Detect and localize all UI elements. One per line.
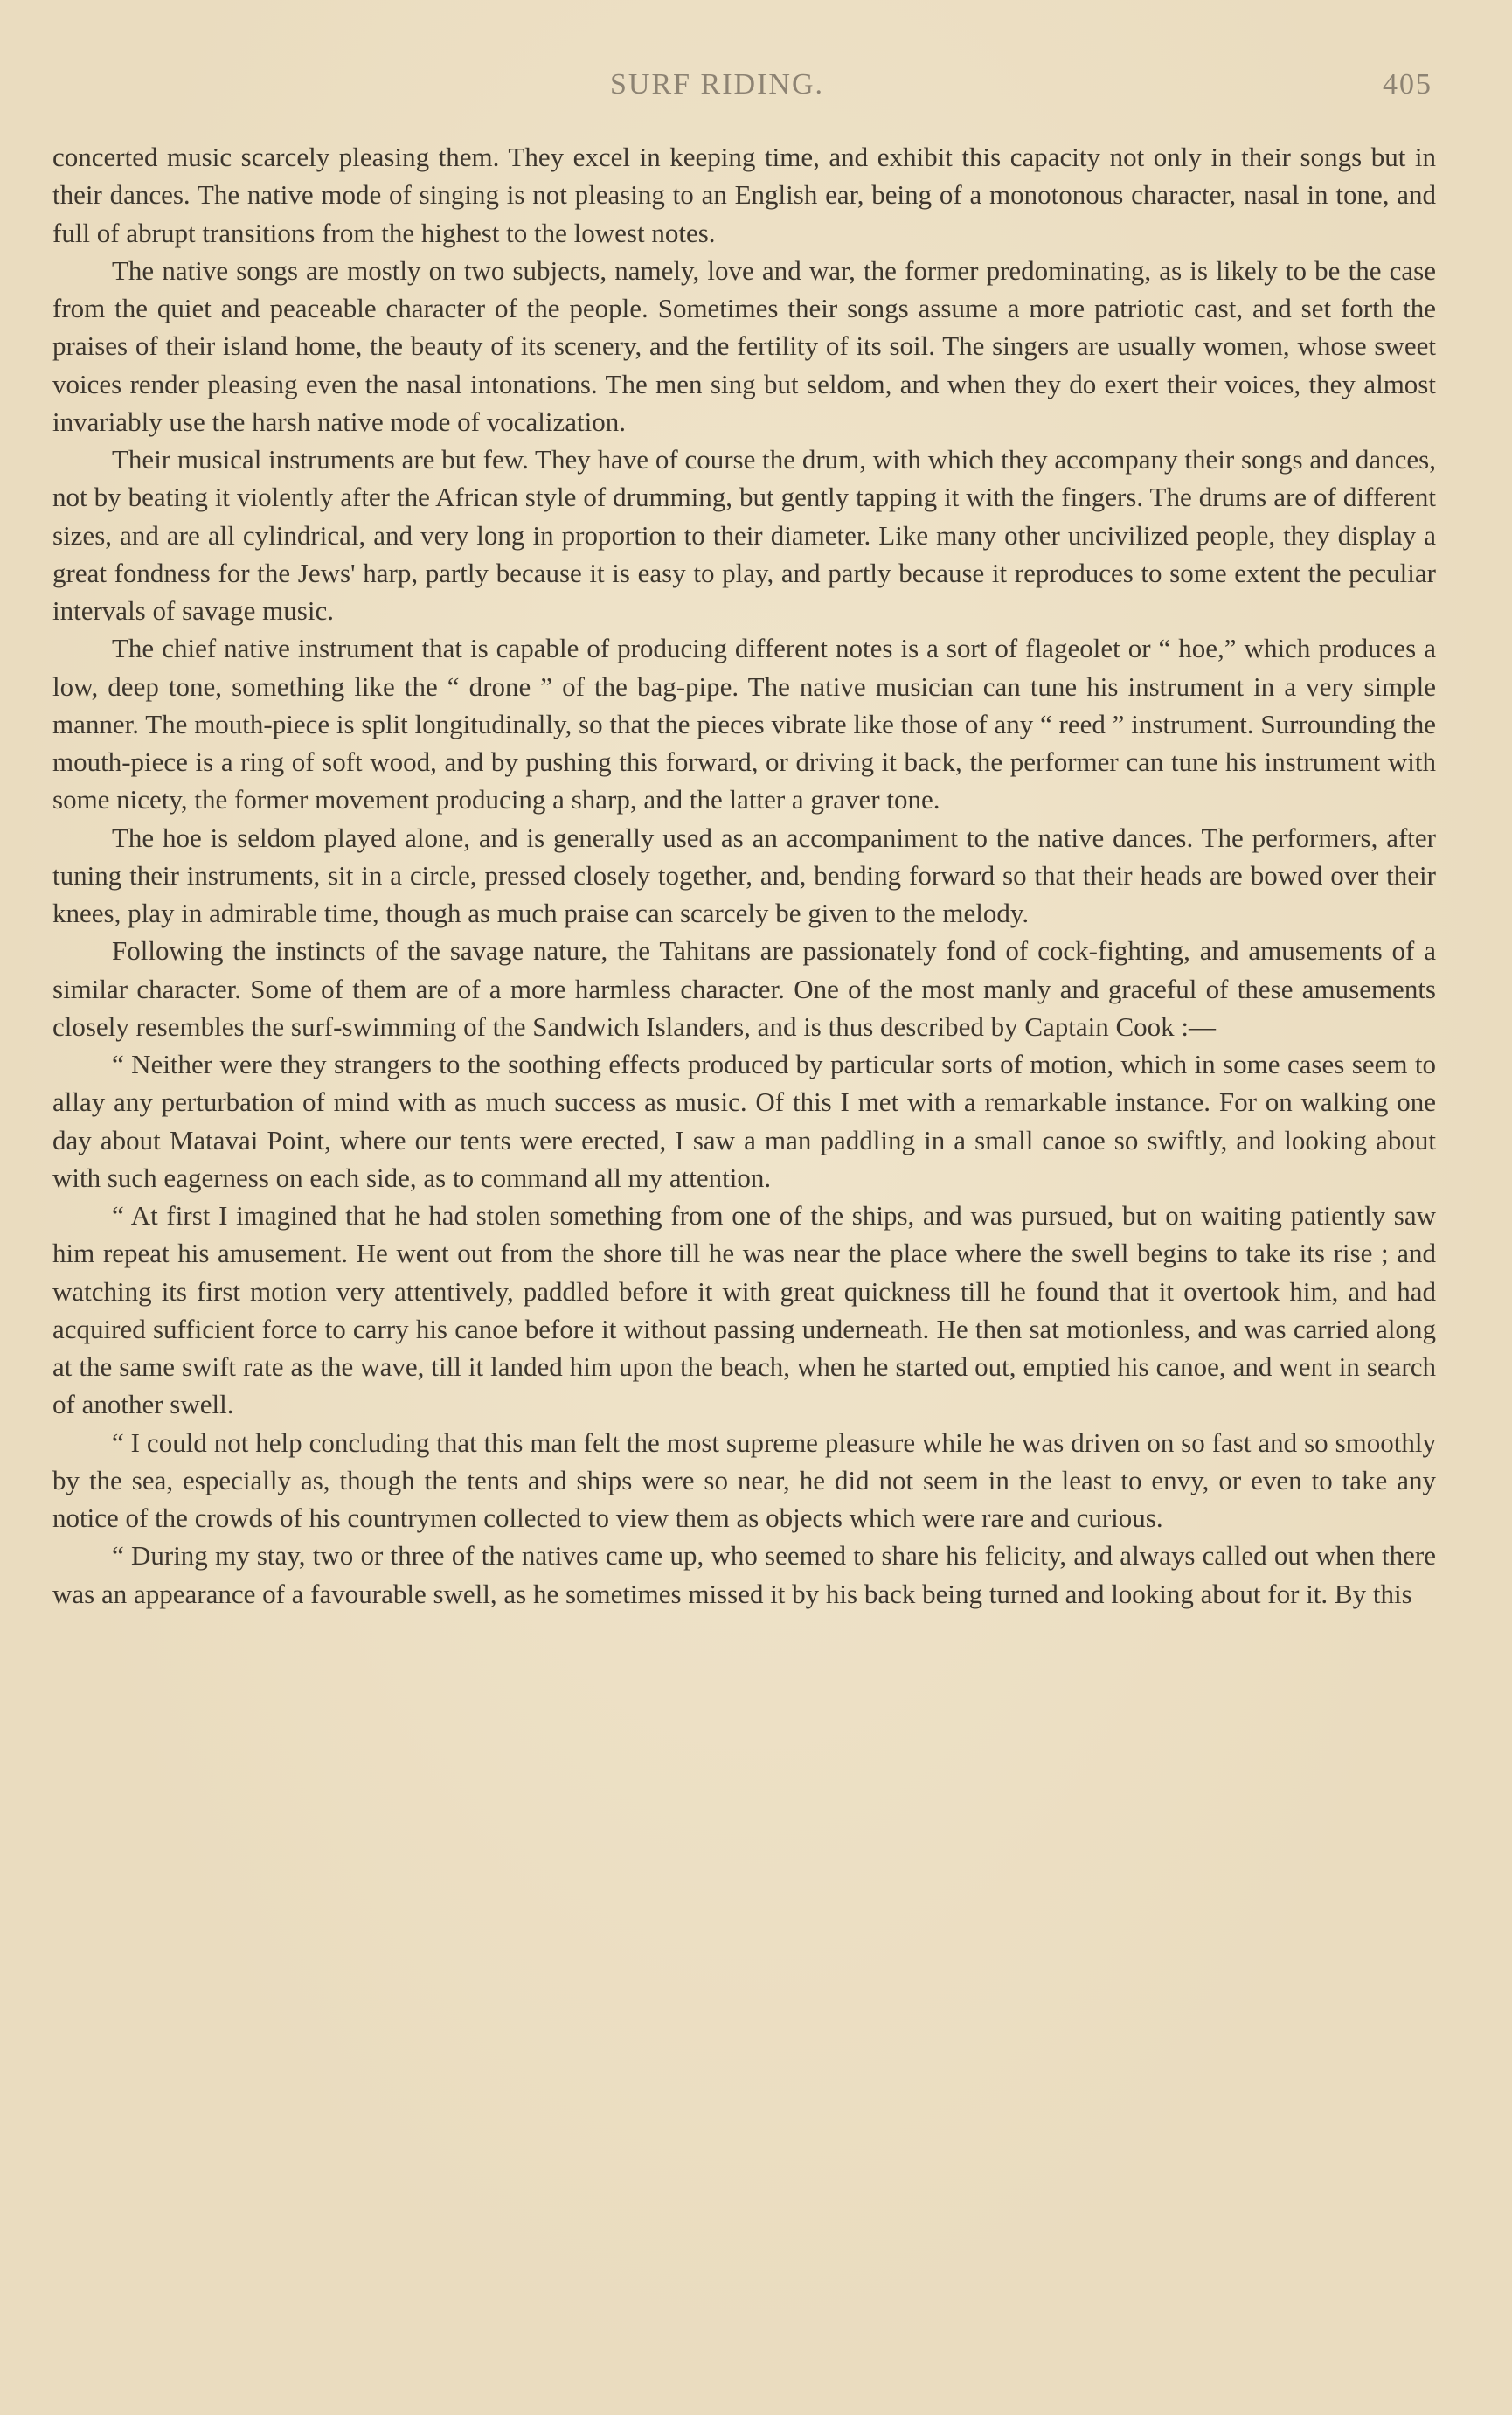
paragraph-5: The hoe is seldom played alone, and is generally used as an accompaniment to the native dances. The performers, after tuning their instruments, sit in a circle, pressed closely together, and, bending forward so that their heads are bowed over their knees, play in admirable time, though as much praise can scarcely be given to the melody. (52, 822, 1436, 928)
paragraph-2: The native songs are mostly on two subjects, namely, love and war, the former predominating, as is likely to be the case from the quiet and peaceable character of the people. Sometimes their songs assume a more patriotic cast, and set forth the praises of their island home, the beauty of its scenery, and the fertility of its soil. The singers are usually women, whose sweet voices render pleasing even the nasal intonations. The men sing but seldom, and when they do exert their voices, they almost invariably use the harsh native mode of vocalization. (52, 254, 1436, 437)
running-head (0, 68, 1512, 112)
paragraph-1: concerted music scarcely pleasing them. They excel in keeping time, and exhibit this capacity not only in their songs but in their dances. The native mode of singing is not pleasing to an English ear, being of a monotonous character, nasal in tone, and full of abrupt transitions from the highest to the lowest notes. (52, 142, 1436, 248)
paragraph-3: Their musical instruments are but few. They have of course the drum, with which they accompany their songs and dances, not by beating it violently after the African style of drumming, but gently tapping it with the fingers. The drums are of different sizes, and are all cylindrical, and very long in proportion to their diameter. Like many other uncivilized people, they display a great fondness for the Jews' harp, partly because it is easy to play, and partly because it reproduces to some extent the peculiar intervals of savage music. (52, 444, 1436, 626)
quote-paragraph-1: “ Neither were they strangers to the soothing effects produced by particular sorts of motion, which in some cases seem to allay any perturbation of mind with as much success as music. Of this I met with a remarkable instance. For on walking one day about Matavai Point, where our tents were erected, I saw a man paddling in a small canoe so swiftly, and looking about with such eagerness on each side, as to command all my attention. (52, 1049, 1436, 1193)
quote-paragraph-3: “ I could not help concluding that this man felt the most supreme pleasure while he was driven on so fast and so smoothly by the sea, especially as, though the tents and ships were so near, he did not seem in the least to envy, or even to take any notice of the crowds of his countrymen collected to view them as objects which were rare and curious. (52, 1426, 1436, 1533)
quote-paragraph-2: “ At first I imagined that he had stolen something from one of the ships, and was pursued, but on waiting patiently saw him repeat his amusement. He went out from the shore till he was near the place where the swell begins to take its rise ; and watching its first motion very attentively, paddled before it with great quickness till he found that it overtook him, and had acquired sufficient force to carry his canoe before it without passing underneath. He then sat motionless, and was carried along at the same swift rate as the wave, till it landed him upon the beach, when he started out, emptied his canoe, and went in search of another swell. (52, 1200, 1436, 1420)
quote-paragraph-4: “ During my stay, two or three of the natives came up, who seemed to share his felicity, and always called out when there was an appearance of a favourable swell, as he sometimes missed it by his back being turned and looking about for it. By this (52, 1540, 1436, 1609)
paragraph-6: Following the instincts of the savage nature, the Tahitans are passionately fond of cock-fighting, and amusements of a similar character. Some of them are of a more harmless character. One of the most manly and graceful of these amusements closely resembles the surf-swimming of the Sandwich Islanders, and is thus described by Captain Cook :— (52, 935, 1436, 1042)
page-number: 405 (1383, 68, 1432, 101)
body-text (52, 138, 1436, 1613)
running-title: SURF RIDING. (610, 68, 825, 101)
paragraph-4: The chief native instrument that is capable of producing different notes is a sort of flageolet or “ hoe,” which produces a low, deep tone, something like the “ drone ” of the bag-pipe. The native musician can tune his instrument in a very simple manner. The mouth-piece is split longitudinally, so that the pieces vibrate like those of any “ reed ” instrument. Surrounding the mouth-piece is a ring of soft wood, and by pushing this forward, or driving it back, the performer can tune his instrument with some nicety, the former movement producing a sharp, and the latter a graver tone. (52, 633, 1436, 815)
